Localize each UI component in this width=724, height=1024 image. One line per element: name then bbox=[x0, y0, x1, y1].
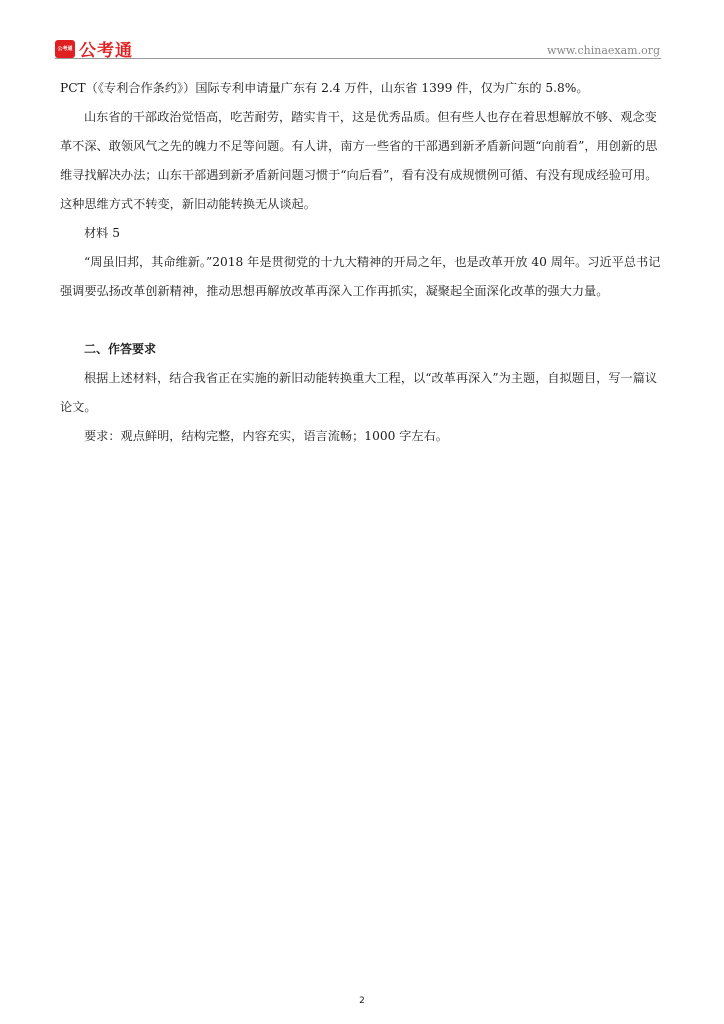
material-5-label: 材料 5 bbox=[84, 226, 121, 240]
document-body bbox=[60, 74, 665, 451]
site-url: www.chinaexam.org bbox=[547, 44, 660, 57]
paragraph-shandong-cadres: 山东省的干部政治觉悟高，吃苦耐劳，踏实肯干，这是优秀品质。但有些人也存在着思想解放不够、观念变革不深、敢领风气之先的魄力不足等问题。有人讲，南方一些省的干部遇到新矛盾新问题“向前看”，用创新的思维寻找解决办法；山东干部遇到新矛盾新问题习惯于“向后看”，看有没有成规惯例可循、有没有现成经验可用。这种思维方式不转变，新旧动能转换无从谈起。 bbox=[60, 110, 658, 211]
paragraph-task: 根据上述材料，结合我省正在实施的新旧动能转换重大工程，以“改革再深入”为主题，自拟题目，写一篇议论文。 bbox=[60, 371, 658, 414]
header-divider bbox=[55, 58, 661, 59]
spacer bbox=[60, 306, 665, 335]
logo-text: 公考通 bbox=[79, 41, 133, 61]
paragraph-material-5: “周虽旧邦，其命维新。”2018 年是贯彻党的十九大精神的开局之年，也是改革开放 40 周年。习近平总书记强调要弘扬改革创新精神，推动思想再解放改革再深入工作再抓实，凝聚起全面深化改革的强大力量。 bbox=[60, 255, 661, 298]
paragraph-requirements: 要求：观点鲜明，结构完整，内容充实，语言流畅；1000 字左右。 bbox=[84, 429, 448, 443]
logo-badge-icon: 公考通 bbox=[55, 40, 75, 58]
page-header bbox=[0, 0, 724, 60]
page-number: 2 bbox=[359, 996, 365, 1006]
paragraph-pct-stat: PCT（《专利合作条约》）国际专利申请量广东有 2.4 万件，山东省 1399 件，仅为广东的 5.8%。 bbox=[60, 81, 589, 95]
section-title-requirements: 二、作答要求 bbox=[84, 342, 157, 356]
